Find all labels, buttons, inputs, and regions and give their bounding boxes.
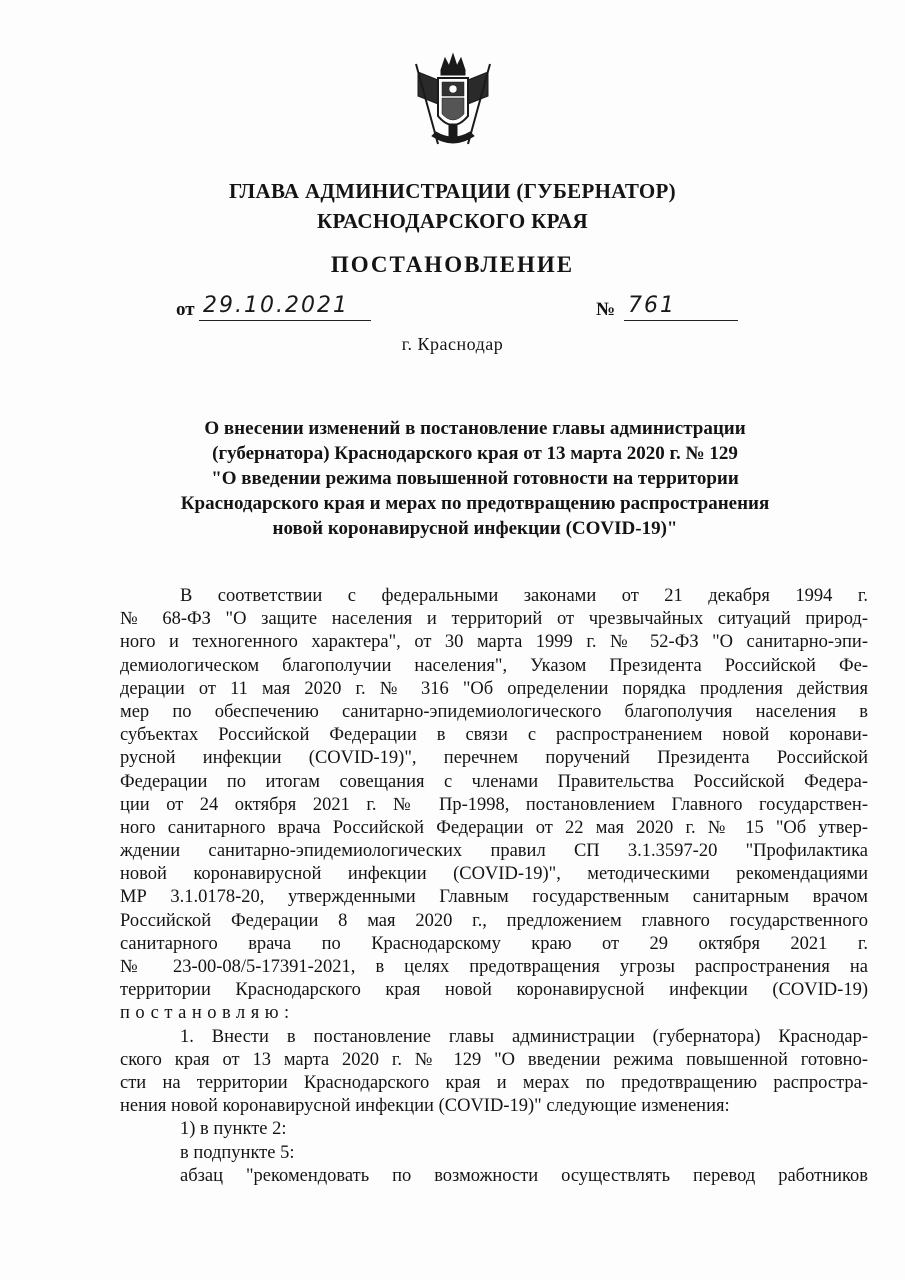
city: г. Краснодар	[401, 334, 504, 354]
authority-heading	[0, 176, 905, 236]
body-line: Российской Федерации 8 мая 2020 г., предложением главного государственного	[120, 910, 868, 931]
date-field	[199, 293, 371, 321]
body-line: в подпункте 5:	[180, 1142, 295, 1163]
authority-line-2: КРАСНОДАРСКОГО КРАЯ	[317, 209, 588, 233]
body-line: 1) в пункте 2:	[180, 1119, 287, 1140]
body-line: МР 3.1.0178-20, утвержденными Главным государственным санитарным врачом	[120, 887, 868, 908]
body-line: демиологическом благополучии населения", Указом Президента Российской Фе-	[120, 655, 868, 676]
body-line: ного санитарного врача Российской Федерации от 22 мая 2020 г. № 15 "Об утвер-	[120, 817, 868, 838]
date-value: 29.10.2021	[203, 293, 349, 318]
body-line: В соответствии с федеральными законами от 21 декабря 1994 г.	[180, 586, 868, 606]
title-line: (губернатора) Краснодарского края от 13 марта 2020 г. № 129	[212, 443, 738, 464]
title-line: Краснодарского края и мерах по предотвращению распространения	[180, 493, 770, 514]
body-line: дерации от 11 мая 2020 г. № 316 "Об определении порядка продления действия	[120, 678, 868, 699]
date-label: от	[176, 299, 195, 320]
body-line: нения новой коронавирусной инфекции (COVID-19)" следующие изменения:	[120, 1096, 730, 1117]
body-line-decree: постановляю:	[120, 1003, 295, 1024]
coat-of-arms-emblem	[408, 52, 498, 152]
title-line: О внесении изменений в постановление главы администрации	[204, 418, 746, 439]
document-title	[150, 416, 800, 541]
body-line: территории Краснодарского края новой коронавирусной инфекции (COVID-19)	[120, 980, 868, 1001]
body-line: 1. Внести в постановление главы администрации (губернатора) Краснодар-	[180, 1026, 868, 1047]
body-line: ждении санитарно-эпидемиологических правил СП 3.1.3597-20 "Профилактика	[120, 841, 868, 862]
authority-line-1: ГЛАВА АДМИНИСТРАЦИИ (ГУБЕРНАТОР)	[229, 179, 676, 203]
title-line: "О введении режима повышенной готовности на территории	[211, 468, 739, 489]
document-body	[120, 585, 868, 1188]
body-line: русной инфекции (COVID-19)", перечнем поручений Президента Российской	[120, 748, 868, 769]
number-field	[624, 293, 738, 321]
title-line: новой коронавирусной инфекции (COVID-19)"	[272, 518, 678, 539]
body-line: Федерации по итогам совещания с членами Правительства Российской Федера-	[120, 771, 868, 792]
body-line: ции от 24 октября 2021 г. № Пр-1998, постановлением Главного государствен-	[120, 794, 868, 815]
body-line: мер по обеспечению санитарно-эпидемиологического благополучия населения в	[120, 701, 868, 722]
body-line: № 23-00-08/5-17391-2021, в целях предотвращения угрозы распространения на	[120, 957, 868, 977]
document-type: ПОСТАНОВЛЕНИЕ	[330, 252, 575, 277]
body-line: субъектах Российской Федерации в связи с распространением новой коронави-	[120, 725, 868, 746]
number-value: 761	[628, 293, 676, 318]
body-line: ского края от 13 марта 2020 г. № 129 "О введении режима повышенной готовно-	[120, 1049, 868, 1070]
body-line: № 68-ФЗ "О защите населения и территорий от чрезвычайных ситуаций природ-	[120, 609, 868, 630]
date-number-row	[176, 293, 738, 324]
body-line: абзац "рекомендовать по возможности осуществлять перевод работников	[180, 1165, 868, 1186]
body-line: ного и техногенного характера", от 30 марта 1999 г. № 52-ФЗ "О санитарно-эпи-	[120, 632, 868, 653]
body-line: сти на территории Краснодарского края и мерах по предотвращению распростра-	[120, 1072, 868, 1093]
body-line: новой коронавирусной инфекции (COVID-19)", методическими рекомендациями	[120, 864, 868, 885]
number-label: №	[596, 299, 616, 320]
body-line: санитарного врача по Краснодарскому краю от 29 октября 2021 г.	[120, 933, 868, 954]
